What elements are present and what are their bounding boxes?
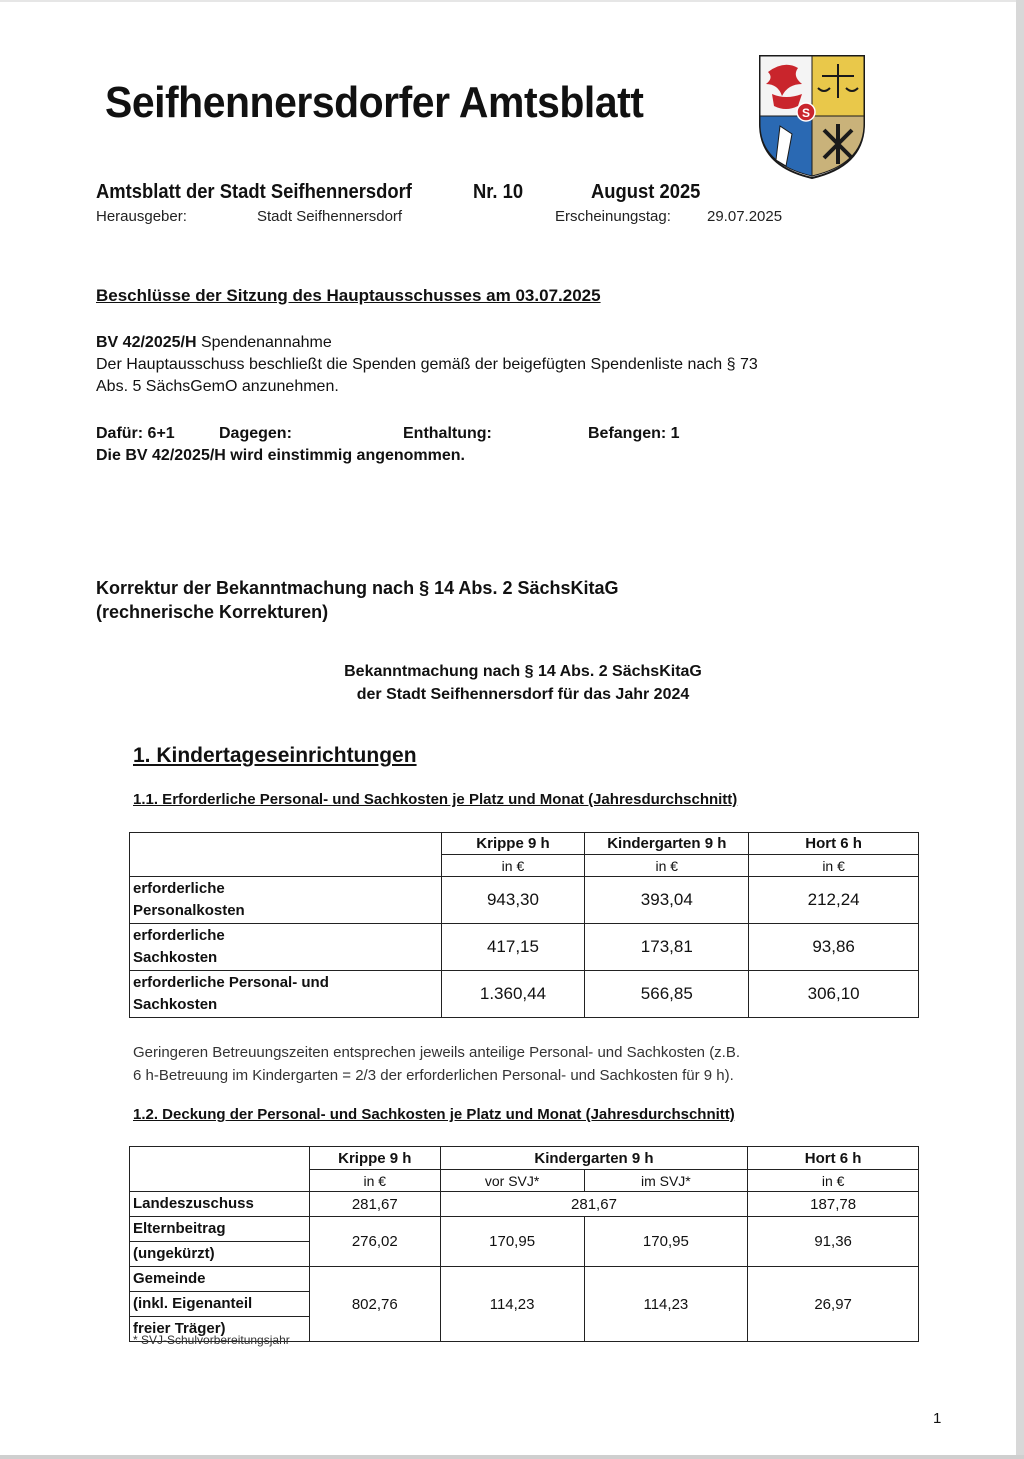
issue-number: Nr. 10 — [473, 181, 524, 203]
bv-id: BV 42/2025/H — [96, 334, 197, 351]
scan-right-edge — [1016, 0, 1024, 1459]
cell-hort: 187,78 — [748, 1192, 919, 1217]
footnote: * SVJ-Schulvorbereitungsjahr — [133, 1333, 290, 1347]
bv-line — [96, 332, 332, 354]
table-row — [130, 1217, 919, 1242]
table-corner-cell — [130, 1147, 310, 1192]
row-label-elternbeitrag: Elternbeitrag — [130, 1217, 310, 1242]
row-label-gemeinde: Gemeinde — [130, 1267, 310, 1292]
correction-heading-1: Korrektur der Bekanntmachung nach § 14 Abs. 2 SächsKitaG — [96, 578, 619, 598]
unit-krippe: in € — [441, 855, 585, 877]
announcement-heading-1: Bekanntmachung nach § 14 Abs. 2 SächsKitaG — [344, 663, 702, 680]
cell-hort: 26,97 — [748, 1267, 919, 1342]
crest-badge: S — [801, 106, 811, 120]
vote-biased: Befangen: 1 — [588, 425, 680, 442]
cell-im-svj: 170,95 — [584, 1217, 748, 1267]
table-row — [130, 971, 919, 1018]
heading-1-2: 1.2. Deckung der Personal- und Sachkosten je Platz und Monat (Jahresdurchschnitt) — [133, 1106, 735, 1123]
issue-month: August 2025 — [591, 181, 701, 203]
note-line-2: 6 h-Betreuung im Kindergarten = 2/3 der erforderlichen Personal- und Sachkosten für 9 h). — [133, 1067, 734, 1084]
publisher: Stadt Seifhennersdorf — [257, 208, 403, 225]
column-header-kindergarten: Kindergarten 9 h — [440, 1147, 748, 1170]
column-header-kindergarten: Kindergarten 9 h — [585, 833, 749, 855]
bv-text-line-1: Der Hauptausschuss beschließt die Spenden gemäß der beigefügten Spendenliste nach § 73 — [96, 356, 758, 373]
cell-krippe: 276,02 — [309, 1217, 440, 1267]
row-label-ungekuerzt: (ungekürzt) — [130, 1242, 310, 1267]
cell-krippe: 943,30 — [441, 877, 585, 924]
unit-kindergarten: in € — [585, 855, 749, 877]
scan-top-edge — [0, 0, 1024, 2]
vote-abstain: Enthaltung: — [403, 425, 492, 442]
vote-for: Dafür: 6+1 — [96, 425, 175, 442]
table-corner-cell — [130, 833, 442, 877]
bv-text-line-2: Abs. 5 SächsGemO anzunehmen. — [96, 378, 339, 395]
publication-date: 29.07.2025 — [707, 208, 783, 225]
cell-hort: 212,24 — [749, 877, 919, 924]
row-label-eigenanteil: (inkl. Eigenanteil — [130, 1292, 310, 1317]
unit-hort: in € — [749, 855, 919, 877]
cell-hort: 93,86 — [749, 924, 919, 971]
subheader-vor-svj: vor SVJ* — [440, 1170, 584, 1192]
heading-1-1: 1.1. Erforderliche Personal- und Sachkosten je Platz und Monat (Jahresdurchschnitt) — [133, 791, 738, 808]
heading-kindertageseinrichtungen: 1. Kindertageseinrichtungen — [133, 744, 417, 767]
subheader-im-svj: im SVJ* — [584, 1170, 748, 1192]
date-label: Erscheinungstag: — [555, 208, 671, 225]
row-label: erforderliche Personal- und Sachkosten — [130, 971, 442, 1018]
section-heading-resolutions: Beschlüsse der Sitzung des Hauptausschusses am 03.07.2025 — [96, 286, 601, 305]
column-header-hort: Hort 6 h — [748, 1147, 919, 1170]
bv-title: Spendenannahme — [200, 334, 332, 351]
correction-heading-2: (rechnerische Korrekturen) — [96, 602, 329, 622]
cell-vor-svj: 114,23 — [440, 1267, 584, 1342]
table-row — [130, 1267, 919, 1292]
coverage-table — [129, 1146, 919, 1342]
row-label-landeszuschuss: Landeszuschuss — [130, 1192, 310, 1217]
scan-bottom-edge — [0, 1455, 1024, 1459]
subtitle: Amtsblatt der Stadt Seifhennersdorf — [96, 181, 412, 203]
cell-kindergarten: 281,67 — [440, 1192, 748, 1217]
cell-hort: 306,10 — [749, 971, 919, 1018]
row-label-freier-traeger: freier Träger) — [130, 1317, 310, 1342]
cell-kindergarten: 566,85 — [585, 971, 749, 1018]
cell-krippe: 281,67 — [309, 1192, 440, 1217]
column-header-krippe: Krippe 9 h — [441, 833, 585, 855]
column-header-hort: Hort 6 h — [749, 833, 919, 855]
unit-hort: in € — [748, 1170, 919, 1192]
cell-kindergarten: 393,04 — [585, 877, 749, 924]
cell-krippe: 1.360,44 — [441, 971, 585, 1018]
table-row — [130, 877, 919, 924]
row-label: erforderliche Personalkosten — [130, 877, 442, 924]
unit-krippe: in € — [309, 1170, 440, 1192]
page-number: 1 — [933, 1410, 942, 1427]
row-label: erforderliche Sachkosten — [130, 924, 442, 971]
cell-im-svj: 114,23 — [584, 1267, 748, 1342]
masthead-title: Seifhennersdorfer Amtsblatt — [105, 78, 644, 127]
cost-table — [129, 832, 919, 1018]
cell-krippe: 802,76 — [309, 1267, 440, 1342]
announcement-heading-2: der Stadt Seifhennersdorf für das Jahr 2024 — [356, 686, 690, 703]
column-header-krippe: Krippe 9 h — [309, 1147, 440, 1170]
note-line-1: Geringeren Betreuungszeiten entsprechen jeweils anteilige Personal- und Sachkosten (z.B. — [133, 1044, 741, 1061]
vote-result: Die BV 42/2025/H wird einstimmig angenommen. — [96, 447, 465, 464]
cell-vor-svj: 170,95 — [440, 1217, 584, 1267]
cell-kindergarten: 173,81 — [585, 924, 749, 971]
coat-of-arms-icon — [758, 54, 866, 180]
vote-against: Dagegen: — [219, 425, 292, 442]
table-row — [130, 1192, 919, 1217]
cell-hort: 91,36 — [748, 1217, 919, 1267]
publisher-label: Herausgeber: — [96, 208, 187, 225]
table-row — [130, 924, 919, 971]
cell-krippe: 417,15 — [441, 924, 585, 971]
